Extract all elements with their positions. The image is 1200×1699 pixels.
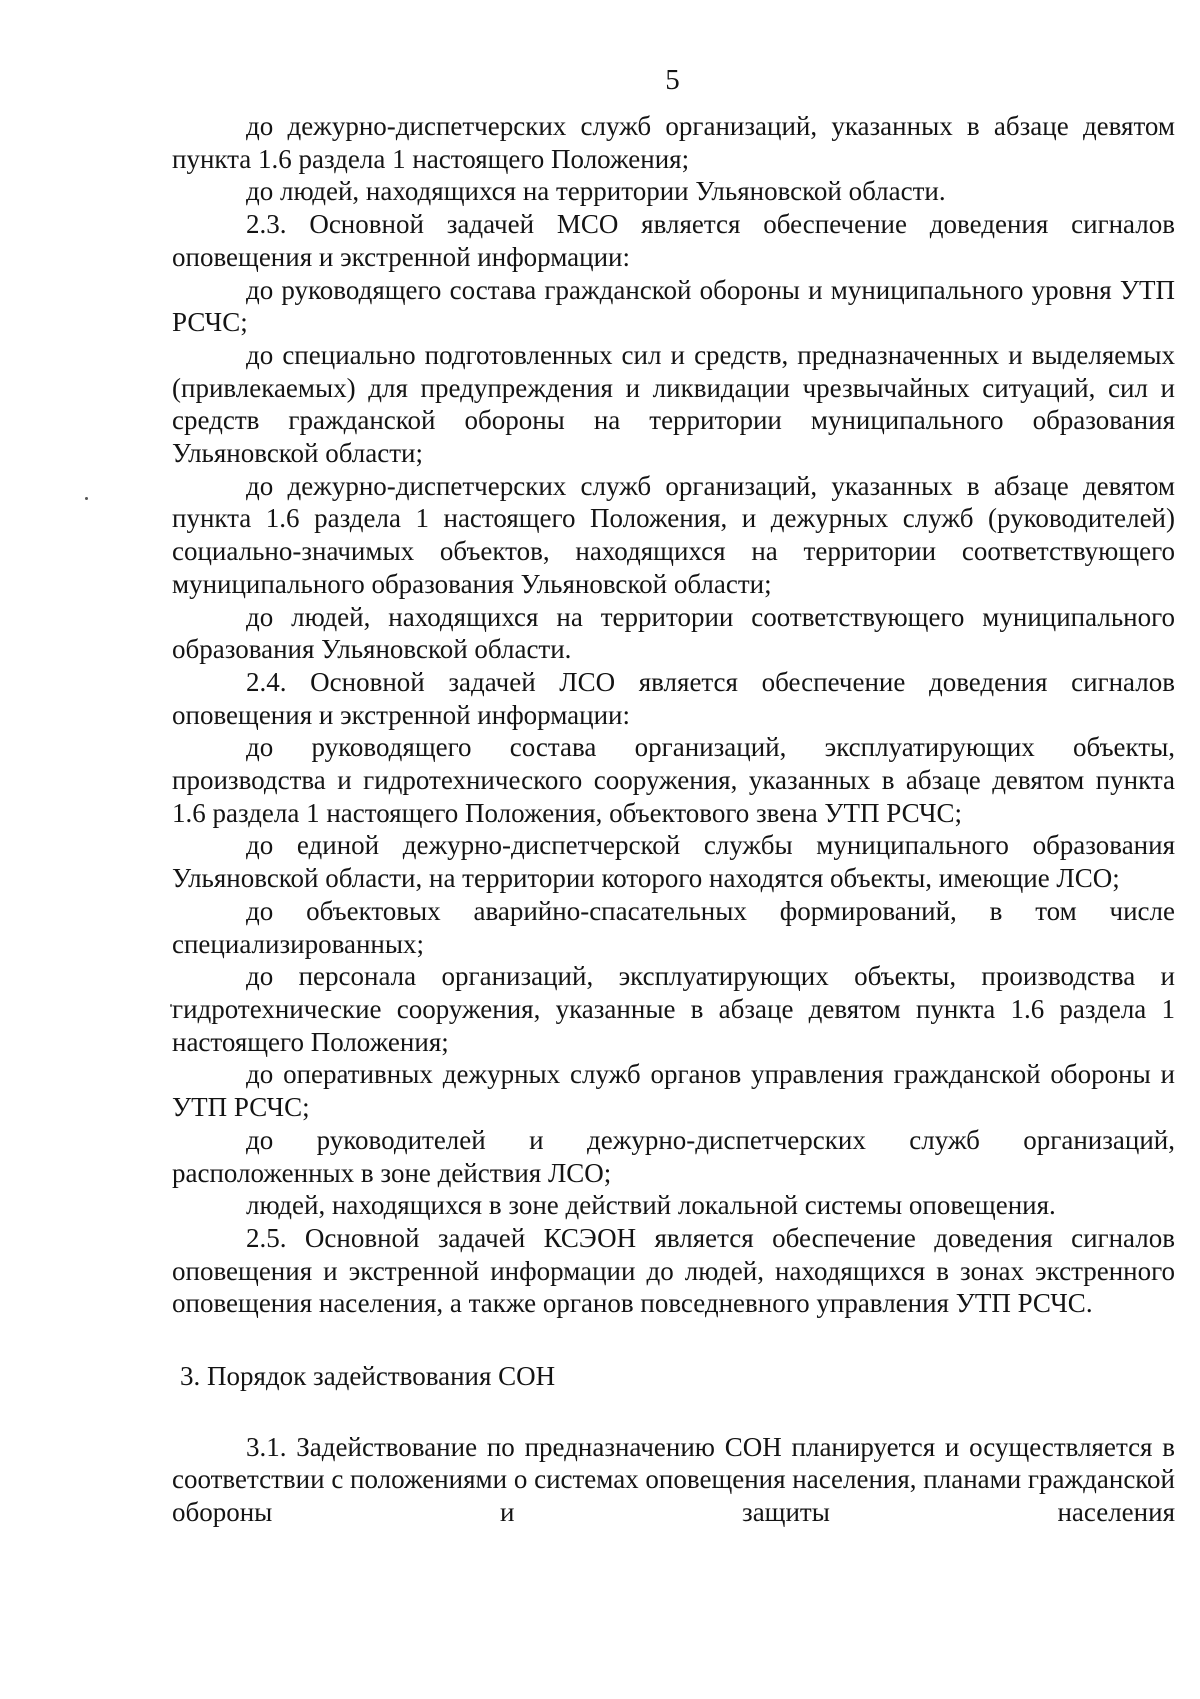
document-body <box>172 110 1175 1529</box>
paragraph: до персонала организаций, эксплуатирующих объекты, производства и гидротехнические сооружения, указанные в абзаце девятом пункта 1.6 раздела 1 настоящего Положения; <box>172 961 1175 1057</box>
section-title: 3. Порядок задействования СОН <box>180 1361 556 1392</box>
paragraph: до единой дежурно-диспетчерской службы муниципального образования Ульяновской области, на территории которого находятся объекты, имеющие ЛСО; <box>172 830 1175 894</box>
paragraph: до руководящего состава организаций, эксплуатирующих объекты, производства и гидротехнического сооружения, указанных в абзаце девятом пункта 1.6 раздела 1 настоящего Положения, объектового звена УТП РСЧС; <box>172 732 1175 828</box>
paragraph: до дежурно-диспетчерских служб организаций, указанных в абзаце девятом пункта 1.6 раздела 1 настоящего Положения, и дежурных служб (руководителей) социально-значимых объектов, находящихся на территории соответствующего муниципального образования Ульяновской области; <box>172 470 1175 599</box>
paragraph: до руководящего состава гражданской обороны и муниципального уровня УТП РСЧС; <box>172 274 1175 338</box>
scan-speck <box>170 1004 172 1007</box>
paragraph-2-3: 2.3. Основной задачей МСО является обеспечение доведения сигналов оповещения и экстренной информации: <box>172 209 1175 272</box>
paragraph: людей, находящихся в зоне действий локальной системы оповещения. <box>246 1190 1056 1221</box>
paragraph: до руководителей и дежурно-диспетчерских служб организаций, расположенных в зоне действия ЛСО; <box>172 1124 1175 1188</box>
scan-speck <box>85 497 88 500</box>
paragraph: до объектовых аварийно-спасательных формирований, в том числе специализированных; <box>172 895 1175 959</box>
paragraph: до специально подготовленных сил и средств, предназначенных и выделяемых (привлекаемых) для предупреждения и ликвидации чрезвычайных ситуаций, сил и средств гражданской обороны на территории муниципального образования Ульяновской области; <box>172 339 1175 469</box>
paragraph: до оперативных дежурных служб органов управления гражданской обороны и УТП РСЧС; <box>172 1059 1175 1123</box>
paragraph: до людей, находящихся на территории Ульяновской области. <box>246 176 946 207</box>
paragraph: до людей, находящихся на территории соответствующего муниципального образования Ульяновской области. <box>172 601 1175 665</box>
paragraph-2-5: 2.5. Основной задачей КСЭОН является обеспечение доведения сигналов оповещения и экстренной информации до людей, находящихся в зонах экстренного оповещения населения, а также органов повседневного управления УТП РСЧС. <box>172 1222 1175 1319</box>
paragraph: до дежурно-диспетчерских служб организаций, указанных в абзаце девятом пункта 1.6 раздела 1 настоящего Положения; <box>172 111 1175 174</box>
paragraph-2-4: 2.4. Основной задачей ЛСО является обеспечение доведения сигналов оповещения и экстренной информации: <box>172 666 1175 730</box>
paragraph-3-1: 3.1. Задействование по предназначению СОН планируется и осуществляется в соответствии с положениями о системах оповещения населения, планами гражданской обороны и защиты населения <box>172 1431 1175 1528</box>
page-number: 5 <box>665 64 680 96</box>
